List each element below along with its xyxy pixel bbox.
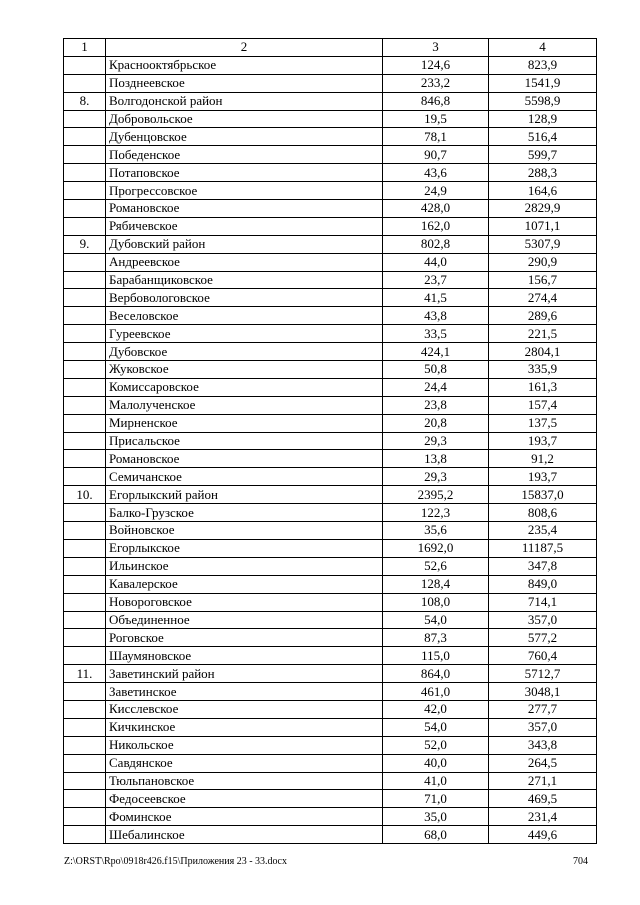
name-cell: Роговское xyxy=(106,629,383,647)
value-col4-cell: 271,1 xyxy=(489,772,597,790)
name-cell: Андреевское xyxy=(106,253,383,271)
row-number-cell xyxy=(64,182,106,200)
value-col4-cell: 221,5 xyxy=(489,325,597,343)
row-number-cell xyxy=(64,557,106,575)
row-number-cell xyxy=(64,307,106,325)
value-col3-cell: 864,0 xyxy=(383,665,489,683)
value-col4-cell: 235,4 xyxy=(489,522,597,540)
table-row xyxy=(64,343,597,361)
value-col4-cell: 231,4 xyxy=(489,808,597,826)
value-col3-cell: 52,6 xyxy=(383,557,489,575)
table-body xyxy=(64,39,597,844)
name-cell: Малолученское xyxy=(106,396,383,414)
row-number-cell xyxy=(64,808,106,826)
value-col4-cell: 277,7 xyxy=(489,700,597,718)
row-number-cell xyxy=(64,629,106,647)
row-number-cell xyxy=(64,575,106,593)
table-row xyxy=(64,647,597,665)
table-row xyxy=(64,790,597,808)
value-col3-cell: 19,5 xyxy=(383,110,489,128)
header-cell-3: 3 xyxy=(383,39,489,57)
value-col4-cell: 264,5 xyxy=(489,754,597,772)
row-number-cell xyxy=(64,718,106,736)
value-col3-cell: 33,5 xyxy=(383,325,489,343)
row-number-cell xyxy=(64,361,106,379)
table-row xyxy=(64,378,597,396)
name-cell: Романовское xyxy=(106,450,383,468)
value-col4-cell: 714,1 xyxy=(489,593,597,611)
name-cell: Жуковское xyxy=(106,361,383,379)
value-col4-cell: 91,2 xyxy=(489,450,597,468)
name-cell: Краснооктябрьское xyxy=(106,56,383,74)
table-row xyxy=(64,772,597,790)
row-number-cell xyxy=(64,611,106,629)
row-number-cell xyxy=(64,683,106,701)
value-col3-cell: 52,0 xyxy=(383,736,489,754)
value-col4-cell: 161,3 xyxy=(489,378,597,396)
value-col3-cell: 2395,2 xyxy=(383,486,489,504)
value-col3-cell: 13,8 xyxy=(383,450,489,468)
name-cell: Дубовское xyxy=(106,343,383,361)
value-col3-cell: 41,0 xyxy=(383,772,489,790)
row-number-cell xyxy=(64,110,106,128)
name-cell: Барабанщиковское xyxy=(106,271,383,289)
table-row xyxy=(64,736,597,754)
value-col4-cell: 193,7 xyxy=(489,468,597,486)
name-cell: Кавалерское xyxy=(106,575,383,593)
value-col4-cell: 288,3 xyxy=(489,164,597,182)
value-col3-cell: 43,6 xyxy=(383,164,489,182)
table-row xyxy=(64,164,597,182)
name-cell: Волгодонской район xyxy=(106,92,383,110)
value-col4-cell: 808,6 xyxy=(489,504,597,522)
name-cell: Победенское xyxy=(106,146,383,164)
row-number-cell xyxy=(64,343,106,361)
table-row xyxy=(64,200,597,218)
name-cell: Шебалинское xyxy=(106,826,383,844)
name-cell: Присальское xyxy=(106,432,383,450)
value-col4-cell: 343,8 xyxy=(489,736,597,754)
value-col4-cell: 3048,1 xyxy=(489,683,597,701)
row-number-cell xyxy=(64,736,106,754)
name-cell: Тюльпановское xyxy=(106,772,383,790)
name-cell: Гуреевское xyxy=(106,325,383,343)
name-cell: Потаповское xyxy=(106,164,383,182)
table-row xyxy=(64,182,597,200)
value-col3-cell: 124,6 xyxy=(383,56,489,74)
value-col3-cell: 461,0 xyxy=(383,683,489,701)
value-col3-cell: 35,0 xyxy=(383,808,489,826)
row-number-cell xyxy=(64,593,106,611)
value-col3-cell: 43,8 xyxy=(383,307,489,325)
name-cell: Мирненское xyxy=(106,414,383,432)
table-row xyxy=(64,486,597,504)
row-number-cell xyxy=(64,700,106,718)
name-cell: Фоминское xyxy=(106,808,383,826)
row-number-cell xyxy=(64,772,106,790)
value-col4-cell: 516,4 xyxy=(489,128,597,146)
value-col4-cell: 5712,7 xyxy=(489,665,597,683)
value-col3-cell: 428,0 xyxy=(383,200,489,218)
row-number-cell xyxy=(64,826,106,844)
table-row xyxy=(64,718,597,736)
value-col3-cell: 162,0 xyxy=(383,217,489,235)
value-col3-cell: 71,0 xyxy=(383,790,489,808)
value-col4-cell: 128,9 xyxy=(489,110,597,128)
value-col3-cell: 41,5 xyxy=(383,289,489,307)
row-number-cell xyxy=(64,128,106,146)
header-cell-2: 2 xyxy=(106,39,383,57)
table-row xyxy=(64,450,597,468)
table-row xyxy=(64,271,597,289)
row-number-cell xyxy=(64,200,106,218)
name-cell: Комиссаровское xyxy=(106,378,383,396)
table-row xyxy=(64,468,597,486)
value-col4-cell: 849,0 xyxy=(489,575,597,593)
value-col3-cell: 23,7 xyxy=(383,271,489,289)
row-number-cell xyxy=(64,790,106,808)
table-row xyxy=(64,414,597,432)
name-cell: Балко-Грузское xyxy=(106,504,383,522)
footer-file-path: Z:\ORST\Rpo\0918r426.f15\Приложения 23 - 33.docx xyxy=(64,856,287,867)
row-number-cell xyxy=(64,414,106,432)
row-number-cell xyxy=(64,396,106,414)
row-number-cell: 11. xyxy=(64,665,106,683)
value-col3-cell: 802,8 xyxy=(383,235,489,253)
row-number-cell: 10. xyxy=(64,486,106,504)
value-col4-cell: 2829,9 xyxy=(489,200,597,218)
value-col3-cell: 1692,0 xyxy=(383,539,489,557)
value-col4-cell: 469,5 xyxy=(489,790,597,808)
value-col4-cell: 5307,9 xyxy=(489,235,597,253)
row-number-cell xyxy=(64,647,106,665)
row-number-cell xyxy=(64,468,106,486)
value-col4-cell: 1541,9 xyxy=(489,74,597,92)
table-row xyxy=(64,307,597,325)
value-col3-cell: 54,0 xyxy=(383,611,489,629)
value-col4-cell: 357,0 xyxy=(489,611,597,629)
row-number-cell xyxy=(64,56,106,74)
table-row xyxy=(64,593,597,611)
value-col4-cell: 577,2 xyxy=(489,629,597,647)
table-row xyxy=(64,504,597,522)
value-col4-cell: 193,7 xyxy=(489,432,597,450)
header-row xyxy=(64,39,597,57)
name-cell: Объединенное xyxy=(106,611,383,629)
row-number-cell xyxy=(64,146,106,164)
name-cell: Прогрессовское xyxy=(106,182,383,200)
value-col3-cell: 29,3 xyxy=(383,432,489,450)
row-number-cell: 9. xyxy=(64,235,106,253)
value-col4-cell: 274,4 xyxy=(489,289,597,307)
value-col4-cell: 137,5 xyxy=(489,414,597,432)
name-cell: Рябичевское xyxy=(106,217,383,235)
value-col3-cell: 128,4 xyxy=(383,575,489,593)
name-cell: Шаумяновское xyxy=(106,647,383,665)
row-number-cell xyxy=(64,522,106,540)
value-col4-cell: 823,9 xyxy=(489,56,597,74)
table-row xyxy=(64,92,597,110)
name-cell: Заветинское xyxy=(106,683,383,701)
table-row xyxy=(64,110,597,128)
value-col3-cell: 40,0 xyxy=(383,754,489,772)
row-number-cell xyxy=(64,271,106,289)
row-number-cell xyxy=(64,253,106,271)
value-col3-cell: 115,0 xyxy=(383,647,489,665)
name-cell: Позднеевское xyxy=(106,74,383,92)
value-col3-cell: 44,0 xyxy=(383,253,489,271)
value-col4-cell: 157,4 xyxy=(489,396,597,414)
value-col4-cell: 2804,1 xyxy=(489,343,597,361)
name-cell: Кичкинское xyxy=(106,718,383,736)
value-col3-cell: 20,8 xyxy=(383,414,489,432)
table-row xyxy=(64,56,597,74)
table-row xyxy=(64,575,597,593)
table-row xyxy=(64,128,597,146)
name-cell: Семичанское xyxy=(106,468,383,486)
value-col4-cell: 289,6 xyxy=(489,307,597,325)
table-row xyxy=(64,522,597,540)
value-col3-cell: 68,0 xyxy=(383,826,489,844)
table-row xyxy=(64,217,597,235)
row-number-cell: 8. xyxy=(64,92,106,110)
row-number-cell xyxy=(64,450,106,468)
table-row xyxy=(64,683,597,701)
row-number-cell xyxy=(64,217,106,235)
value-col3-cell: 23,8 xyxy=(383,396,489,414)
row-number-cell xyxy=(64,754,106,772)
value-col3-cell: 54,0 xyxy=(383,718,489,736)
name-cell: Федосеевское xyxy=(106,790,383,808)
value-col4-cell: 1071,1 xyxy=(489,217,597,235)
table-row xyxy=(64,396,597,414)
value-col4-cell: 449,6 xyxy=(489,826,597,844)
value-col3-cell: 35,6 xyxy=(383,522,489,540)
table-row xyxy=(64,539,597,557)
value-col4-cell: 15837,0 xyxy=(489,486,597,504)
name-cell: Войновское xyxy=(106,522,383,540)
value-col3-cell: 846,8 xyxy=(383,92,489,110)
table-row xyxy=(64,629,597,647)
table-row xyxy=(64,611,597,629)
table-row xyxy=(64,253,597,271)
name-cell: Егорлыкское xyxy=(106,539,383,557)
name-cell: Дубовский район xyxy=(106,235,383,253)
value-col3-cell: 24,4 xyxy=(383,378,489,396)
value-col3-cell: 29,3 xyxy=(383,468,489,486)
name-cell: Вербовологовское xyxy=(106,289,383,307)
table-row xyxy=(64,700,597,718)
table-row xyxy=(64,754,597,772)
row-number-cell xyxy=(64,539,106,557)
row-number-cell xyxy=(64,74,106,92)
table-row xyxy=(64,808,597,826)
value-col4-cell: 156,7 xyxy=(489,271,597,289)
row-number-cell xyxy=(64,432,106,450)
value-col3-cell: 24,9 xyxy=(383,182,489,200)
name-cell: Добровольское xyxy=(106,110,383,128)
row-number-cell xyxy=(64,378,106,396)
name-cell: Савдянское xyxy=(106,754,383,772)
name-cell: Веселовское xyxy=(106,307,383,325)
table-row xyxy=(64,432,597,450)
name-cell: Заветинский район xyxy=(106,665,383,683)
header-cell-1: 1 xyxy=(64,39,106,57)
value-col4-cell: 357,0 xyxy=(489,718,597,736)
name-cell: Дубенцовское xyxy=(106,128,383,146)
value-col4-cell: 11187,5 xyxy=(489,539,597,557)
header-cell-4: 4 xyxy=(489,39,597,57)
value-col3-cell: 42,0 xyxy=(383,700,489,718)
name-cell: Никольское xyxy=(106,736,383,754)
name-cell: Кисслевское xyxy=(106,700,383,718)
row-number-cell xyxy=(64,504,106,522)
value-col4-cell: 290,9 xyxy=(489,253,597,271)
value-col4-cell: 599,7 xyxy=(489,146,597,164)
table-row xyxy=(64,325,597,343)
value-col4-cell: 5598,9 xyxy=(489,92,597,110)
value-col4-cell: 347,8 xyxy=(489,557,597,575)
page-number: 704 xyxy=(573,856,588,867)
row-number-cell xyxy=(64,164,106,182)
name-cell: Ильинское xyxy=(106,557,383,575)
table-row xyxy=(64,557,597,575)
value-col3-cell: 108,0 xyxy=(383,593,489,611)
value-col4-cell: 335,9 xyxy=(489,361,597,379)
name-cell: Егорлыкский район xyxy=(106,486,383,504)
table-row xyxy=(64,361,597,379)
table-row xyxy=(64,74,597,92)
value-col4-cell: 164,6 xyxy=(489,182,597,200)
value-col3-cell: 87,3 xyxy=(383,629,489,647)
table-row xyxy=(64,235,597,253)
table-row xyxy=(64,665,597,683)
name-cell: Романовское xyxy=(106,200,383,218)
table-row xyxy=(64,289,597,307)
name-cell: Новороговское xyxy=(106,593,383,611)
value-col3-cell: 90,7 xyxy=(383,146,489,164)
value-col3-cell: 122,3 xyxy=(383,504,489,522)
table-row xyxy=(64,146,597,164)
row-number-cell xyxy=(64,325,106,343)
value-col3-cell: 50,8 xyxy=(383,361,489,379)
row-number-cell xyxy=(64,289,106,307)
data-table xyxy=(63,38,597,844)
value-col3-cell: 78,1 xyxy=(383,128,489,146)
value-col4-cell: 760,4 xyxy=(489,647,597,665)
value-col3-cell: 233,2 xyxy=(383,74,489,92)
table-row xyxy=(64,826,597,844)
value-col3-cell: 424,1 xyxy=(383,343,489,361)
